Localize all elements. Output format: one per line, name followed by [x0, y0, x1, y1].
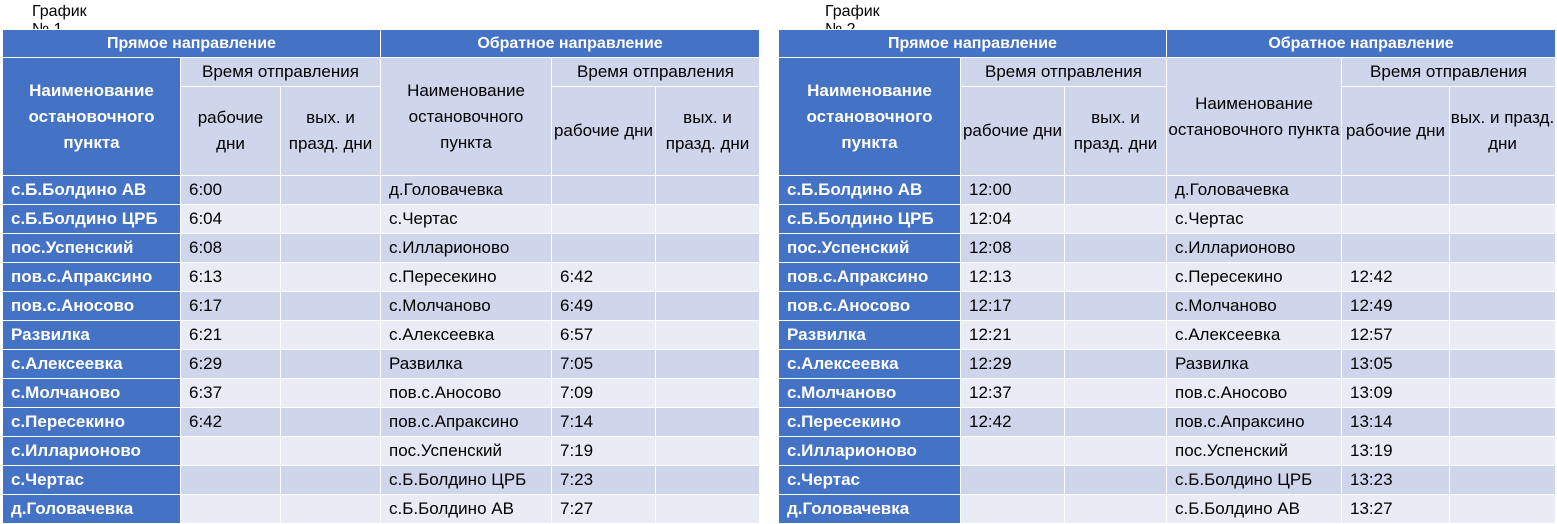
reverse-stop-name: с.Алексеевка	[381, 321, 552, 350]
reverse-holiday-time	[1450, 350, 1556, 379]
departure-time-header: Время отправления	[552, 58, 760, 87]
workdays-header: рабочие дни	[1342, 87, 1450, 176]
reverse-workday-time: 7:19	[552, 437, 656, 466]
reverse-holiday-time	[1450, 234, 1556, 263]
reverse-holiday-time	[1450, 263, 1556, 292]
forward-stop-name: пов.с.Апраксино	[779, 263, 961, 292]
reverse-holiday-time	[656, 495, 760, 524]
forward-workday-time: 6:42	[181, 408, 281, 437]
forward-holiday-time	[1065, 176, 1167, 205]
table-row	[3, 408, 760, 437]
reverse-holiday-time	[656, 379, 760, 408]
forward-holiday-time	[281, 437, 381, 466]
table-row	[779, 437, 1556, 466]
forward-workday-time	[961, 466, 1065, 495]
table-row	[779, 495, 1556, 524]
forward-holiday-time	[1065, 321, 1167, 350]
forward-stop-name: Развилка	[3, 321, 181, 350]
reverse-holiday-time	[656, 321, 760, 350]
reverse-workday-time: 12:42	[1342, 263, 1450, 292]
schedule-title: График	[32, 3, 87, 20]
reverse-workday-time: 7:23	[552, 466, 656, 495]
reverse-stop-name: с.Илларионово	[381, 234, 552, 263]
forward-workday-time	[181, 466, 281, 495]
table-row	[3, 437, 760, 466]
forward-stop-name: с.Б.Болдино АВ	[3, 176, 181, 205]
reverse-workday-time	[552, 176, 656, 205]
forward-stop-name: с.Б.Болдино ЦРБ	[3, 205, 181, 234]
reverse-holiday-time	[656, 176, 760, 205]
reverse-holiday-time	[656, 350, 760, 379]
forward-holiday-time	[1065, 205, 1167, 234]
reverse-stop-name: с.Б.Болдино АВ	[381, 495, 552, 524]
workdays-header: рабочие дни	[552, 87, 656, 176]
reverse-stop-name: с.Илларионово	[1167, 234, 1342, 263]
reverse-direction-header: Обратное направление	[381, 30, 760, 58]
workdays-header: рабочие дни	[181, 87, 281, 176]
reverse-stop-name: пос.Успенский	[381, 437, 552, 466]
forward-stop-name: пос.Успенский	[779, 234, 961, 263]
reverse-workday-time: 13:09	[1342, 379, 1450, 408]
stop-name-header: Наименование остановочного пункта	[381, 58, 552, 176]
reverse-stop-name: с.Пересекино	[1167, 263, 1342, 292]
table-row	[779, 292, 1556, 321]
holidays-header: вых. и празд. дни	[1450, 87, 1556, 176]
forward-workday-time: 6:37	[181, 379, 281, 408]
forward-workday-time: 12:37	[961, 379, 1065, 408]
reverse-workday-time: 13:14	[1342, 408, 1450, 437]
reverse-holiday-time	[1450, 176, 1556, 205]
reverse-workday-time: 7:05	[552, 350, 656, 379]
reverse-stop-name: пов.с.Апраксино	[1167, 408, 1342, 437]
forward-stop-name: с.Чертас	[779, 466, 961, 495]
departure-time-header: Время отправления	[181, 58, 381, 87]
reverse-workday-time: 12:57	[1342, 321, 1450, 350]
forward-workday-time: 6:08	[181, 234, 281, 263]
reverse-holiday-time	[1450, 379, 1556, 408]
holidays-header: вых. и празд. дни	[281, 87, 381, 176]
forward-workday-time: 12:04	[961, 205, 1065, 234]
stop-name-header: Наименование остановочного пункта	[1167, 58, 1342, 176]
forward-workday-time: 12:00	[961, 176, 1065, 205]
forward-direction-header: Прямое направление	[3, 30, 381, 58]
forward-holiday-time	[281, 466, 381, 495]
workdays-header: рабочие дни	[961, 87, 1065, 176]
reverse-workday-time: 6:42	[552, 263, 656, 292]
forward-workday-time: 12:29	[961, 350, 1065, 379]
reverse-holiday-time	[656, 292, 760, 321]
forward-holiday-time	[281, 408, 381, 437]
forward-stop-name: д.Головачевка	[779, 495, 961, 524]
forward-stop-name: с.Илларионово	[3, 437, 181, 466]
forward-stop-name: с.Б.Болдино АВ	[779, 176, 961, 205]
forward-stop-name: Развилка	[779, 321, 961, 350]
forward-holiday-time	[1065, 292, 1167, 321]
forward-holiday-time	[281, 263, 381, 292]
holidays-header: вых. и празд. дни	[1065, 87, 1167, 176]
table-row	[3, 495, 760, 524]
reverse-workday-time	[1342, 205, 1450, 234]
forward-stop-name: с.Пересекино	[779, 408, 961, 437]
forward-holiday-time	[1065, 234, 1167, 263]
table-row	[779, 350, 1556, 379]
forward-stop-name: с.Алексеевка	[779, 350, 961, 379]
forward-workday-time	[181, 495, 281, 524]
forward-workday-time: 6:00	[181, 176, 281, 205]
reverse-holiday-time	[656, 234, 760, 263]
forward-workday-time: 6:13	[181, 263, 281, 292]
table-row	[3, 176, 760, 205]
schedule-body	[779, 176, 1556, 524]
forward-workday-time: 12:13	[961, 263, 1065, 292]
reverse-holiday-time	[1450, 495, 1556, 524]
departure-time-header: Время отправления	[1342, 58, 1556, 87]
forward-holiday-time	[1065, 495, 1167, 524]
forward-holiday-time	[281, 292, 381, 321]
reverse-holiday-time	[1450, 292, 1556, 321]
forward-workday-time: 12:42	[961, 408, 1065, 437]
table-row	[779, 176, 1556, 205]
forward-stop-name: пос.Успенский	[3, 234, 181, 263]
forward-stop-name: с.Илларионово	[779, 437, 961, 466]
forward-stop-name: с.Молчаново	[3, 379, 181, 408]
reverse-stop-name: пов.с.Апраксино	[381, 408, 552, 437]
reverse-holiday-time	[656, 263, 760, 292]
forward-workday-time: 12:08	[961, 234, 1065, 263]
schedule-title: График	[825, 3, 880, 20]
table-row	[3, 234, 760, 263]
reverse-direction-header: Обратное направление	[1167, 30, 1556, 58]
holidays-header: вых. и празд. дни	[656, 87, 760, 176]
forward-stop-name: пов.с.Аносово	[779, 292, 961, 321]
reverse-stop-name: Развилка	[381, 350, 552, 379]
forward-workday-time: 6:21	[181, 321, 281, 350]
forward-holiday-time	[1065, 408, 1167, 437]
reverse-holiday-time	[1450, 408, 1556, 437]
reverse-workday-time: 13:27	[1342, 495, 1450, 524]
forward-workday-time	[181, 437, 281, 466]
schedule-table	[2, 29, 760, 524]
forward-holiday-time	[1065, 437, 1167, 466]
table-row	[3, 321, 760, 350]
departure-time-header: Время отправления	[961, 58, 1167, 87]
reverse-workday-time: 13:19	[1342, 437, 1450, 466]
reverse-holiday-time	[656, 205, 760, 234]
table-row	[779, 321, 1556, 350]
forward-holiday-time	[281, 176, 381, 205]
reverse-stop-name: с.Пересекино	[381, 263, 552, 292]
table-row	[3, 205, 760, 234]
forward-workday-time: 6:04	[181, 205, 281, 234]
stop-name-header: Наименование остановочного пункта	[779, 58, 961, 176]
forward-holiday-time	[1065, 350, 1167, 379]
reverse-stop-name: пос.Успенский	[1167, 437, 1342, 466]
reverse-stop-name: с.Молчаново	[1167, 292, 1342, 321]
forward-stop-name: с.Пересекино	[3, 408, 181, 437]
reverse-workday-time: 6:49	[552, 292, 656, 321]
forward-workday-time	[961, 495, 1065, 524]
forward-stop-name: с.Алексеевка	[3, 350, 181, 379]
table-row	[779, 263, 1556, 292]
reverse-workday-time: 13:23	[1342, 466, 1450, 495]
table-row	[779, 466, 1556, 495]
table-row	[3, 466, 760, 495]
reverse-holiday-time	[656, 466, 760, 495]
forward-workday-time: 6:29	[181, 350, 281, 379]
forward-stop-name: д.Головачевка	[3, 495, 181, 524]
reverse-holiday-time	[1450, 205, 1556, 234]
table-row	[779, 379, 1556, 408]
reverse-workday-time: 6:57	[552, 321, 656, 350]
reverse-workday-time	[1342, 234, 1450, 263]
forward-holiday-time	[281, 495, 381, 524]
reverse-holiday-time	[656, 437, 760, 466]
forward-stop-name: с.Чертас	[3, 466, 181, 495]
reverse-holiday-time	[1450, 321, 1556, 350]
table-row	[3, 292, 760, 321]
reverse-workday-time: 7:27	[552, 495, 656, 524]
reverse-workday-time	[552, 205, 656, 234]
forward-stop-name: пов.с.Апраксино	[3, 263, 181, 292]
forward-holiday-time	[281, 350, 381, 379]
forward-direction-header: Прямое направление	[779, 30, 1167, 58]
table-row	[3, 263, 760, 292]
forward-holiday-time	[1065, 263, 1167, 292]
reverse-stop-name: с.Алексеевка	[1167, 321, 1342, 350]
forward-holiday-time	[281, 379, 381, 408]
forward-holiday-time	[1065, 379, 1167, 408]
reverse-stop-name: с.Б.Болдино ЦРБ	[1167, 466, 1342, 495]
table-row	[779, 234, 1556, 263]
reverse-holiday-time	[1450, 437, 1556, 466]
schedule-body	[3, 176, 760, 524]
reverse-stop-name: пов.с.Аносово	[1167, 379, 1342, 408]
reverse-workday-time: 7:14	[552, 408, 656, 437]
reverse-stop-name: д.Головачевка	[381, 176, 552, 205]
reverse-stop-name: с.Чертас	[1167, 205, 1342, 234]
forward-holiday-time	[281, 321, 381, 350]
forward-workday-time: 12:17	[961, 292, 1065, 321]
reverse-stop-name: с.Б.Болдино ЦРБ	[381, 466, 552, 495]
forward-stop-name: с.Молчаново	[779, 379, 961, 408]
reverse-holiday-time	[1450, 466, 1556, 495]
reverse-workday-time: 12:49	[1342, 292, 1450, 321]
reverse-holiday-time	[656, 408, 760, 437]
reverse-workday-time	[552, 234, 656, 263]
reverse-stop-name: пов.с.Аносово	[381, 379, 552, 408]
forward-workday-time: 6:17	[181, 292, 281, 321]
forward-stop-name: с.Б.Болдино ЦРБ	[779, 205, 961, 234]
forward-holiday-time	[281, 234, 381, 263]
reverse-workday-time	[1342, 176, 1450, 205]
reverse-workday-time: 7:09	[552, 379, 656, 408]
reverse-stop-name: с.Чертас	[381, 205, 552, 234]
table-row	[3, 350, 760, 379]
reverse-stop-name: с.Молчаново	[381, 292, 552, 321]
reverse-stop-name: с.Б.Болдино АВ	[1167, 495, 1342, 524]
reverse-workday-time: 13:05	[1342, 350, 1450, 379]
forward-workday-time: 12:21	[961, 321, 1065, 350]
forward-holiday-time	[281, 205, 381, 234]
reverse-stop-name: Развилка	[1167, 350, 1342, 379]
schedule-table	[778, 29, 1556, 524]
reverse-stop-name: д.Головачевка	[1167, 176, 1342, 205]
stop-name-header: Наименование остановочного пункта	[3, 58, 181, 176]
forward-stop-name: пов.с.Аносово	[3, 292, 181, 321]
table-row	[779, 205, 1556, 234]
table-row	[3, 379, 760, 408]
forward-holiday-time	[1065, 466, 1167, 495]
forward-workday-time	[961, 437, 1065, 466]
table-row	[779, 408, 1556, 437]
